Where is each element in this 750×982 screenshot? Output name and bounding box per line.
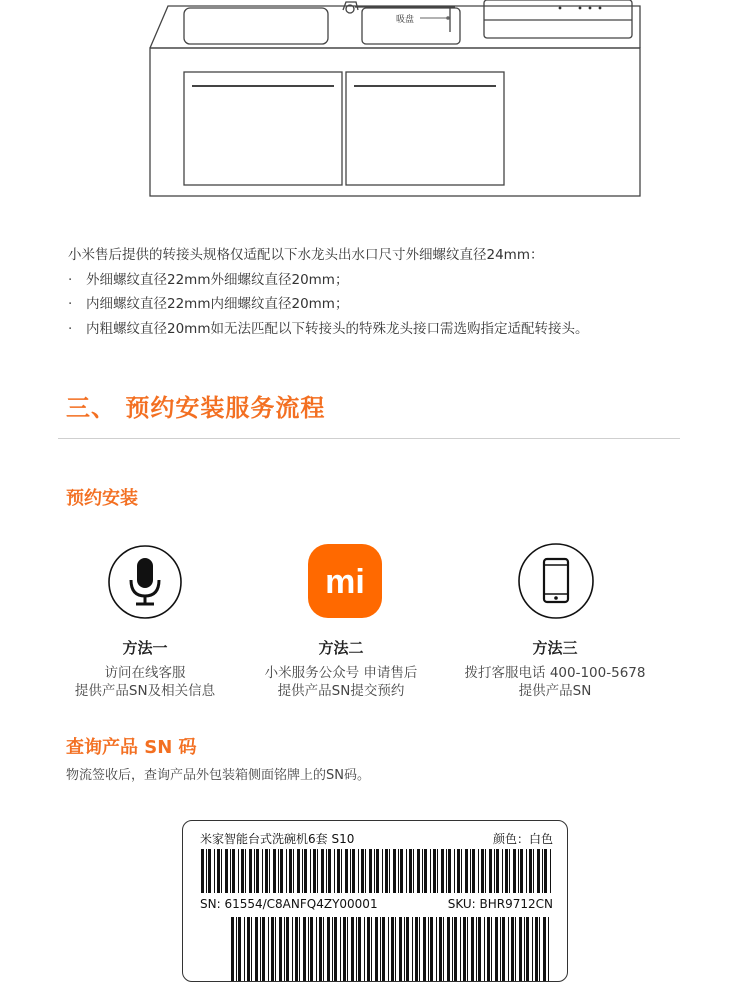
phone-icon — [517, 542, 595, 620]
barcode-bar — [201, 849, 204, 893]
barcode-bar — [236, 917, 237, 981]
barcode-bar — [539, 917, 540, 981]
barcode-bar — [467, 917, 468, 981]
barcode-bar — [358, 917, 361, 981]
mi-logo-icon — [308, 544, 382, 618]
label-sku: SKU: BHR9712CN — [447, 897, 553, 911]
kitchen-install-illustration — [0, 0, 750, 215]
barcode-bar — [404, 917, 405, 981]
method-name: 方法一 — [122, 639, 168, 657]
barcode-bar — [489, 849, 492, 893]
barcode-bar — [424, 849, 427, 893]
barcode-bar — [494, 849, 495, 893]
barcode-bar — [260, 917, 261, 981]
barcode-bar — [382, 849, 383, 893]
barcode-bar — [334, 917, 337, 981]
barcode-bar — [328, 849, 331, 893]
barcode-bar — [273, 849, 276, 893]
barcode-bar — [297, 849, 300, 893]
barcode-bar — [457, 849, 460, 893]
booking-title: 预约安装 — [66, 488, 138, 509]
suction-cup-label: 吸盘 — [396, 15, 415, 25]
barcode-bar — [391, 917, 394, 981]
barcode-bar — [268, 917, 269, 981]
barcode-bar — [374, 849, 375, 893]
barcode-bar — [460, 917, 461, 981]
barcode-bar — [321, 849, 324, 893]
barcode-bar — [367, 917, 370, 981]
barcode-bar — [231, 917, 234, 981]
barcode-bar — [238, 849, 239, 893]
barcode-bar — [415, 917, 418, 981]
section-divider — [58, 438, 680, 439]
barcode-bar — [502, 917, 505, 981]
barcode-bar — [256, 849, 259, 893]
barcode-bar — [225, 849, 228, 893]
notes-bullet: · 内粗螺纹直径20mm如无法匹配以下转接头的特殊龙头接口需选购指定适配转接头。 — [68, 317, 708, 342]
product-label — [182, 820, 568, 982]
barcode-bar — [544, 849, 547, 893]
barcode-bar — [302, 849, 303, 893]
barcode-bar — [443, 917, 444, 981]
barcode-bar — [249, 849, 252, 893]
barcode-bar — [304, 849, 307, 893]
barcode-bar — [452, 917, 453, 981]
method-desc: 小米服务公众号 申请售后 提供产品SN提交预约 — [264, 665, 418, 699]
notes-bullet: · 外细螺纹直径22mm外细螺纹直径20mm； — [68, 268, 708, 293]
barcode-bar — [550, 849, 551, 893]
barcode-bar — [308, 917, 309, 981]
barcode-bar — [350, 849, 351, 893]
barcode-bar — [476, 917, 477, 981]
barcode-bar — [247, 917, 250, 981]
barcode-bar — [439, 917, 442, 981]
bullet-dot: · — [68, 296, 73, 312]
barcode-bar — [254, 849, 255, 893]
barcode-bar — [221, 849, 222, 893]
barcode-bar — [286, 849, 287, 893]
barcode-bar — [478, 917, 481, 981]
barcode-bar — [332, 917, 333, 981]
barcode-bar — [337, 849, 340, 893]
barcode-bar — [295, 917, 298, 981]
barcode-bar — [286, 917, 289, 981]
barcode-bar — [423, 917, 426, 981]
label-product-name: 米家智能台式洗碗机6套 S10 — [200, 832, 355, 846]
barcode-bar — [511, 917, 514, 981]
barcode-bar — [358, 849, 359, 893]
barcode-bar — [419, 917, 420, 981]
barcode-bar — [361, 849, 364, 893]
barcode-bar — [356, 917, 357, 981]
barcode-bar — [393, 849, 396, 893]
barcode-bar — [369, 849, 372, 893]
barcode-bar — [382, 917, 385, 981]
barcode-bar — [496, 849, 499, 893]
barcode-bar — [380, 917, 381, 981]
method-name: 方法二 — [318, 639, 364, 657]
barcode-bar — [389, 849, 390, 893]
barcode-bar — [409, 849, 412, 893]
barcode-bar — [278, 849, 279, 893]
barcode-bar — [303, 917, 306, 981]
barcode-bar — [241, 849, 244, 893]
barcode-bar — [543, 917, 546, 981]
barcode-bar — [375, 917, 378, 981]
barcode-bar — [470, 849, 471, 893]
barcode-bar — [310, 849, 311, 893]
label-sn: SN: 61554/C8ANFQ4ZY00001 — [200, 897, 378, 911]
barcode-bar — [280, 849, 283, 893]
sn-lookup-desc: 物流签收后，查询产品外包装箱侧面铭牌上的SN码。 — [66, 768, 370, 783]
barcode-bar — [428, 917, 429, 981]
barcode-bar — [351, 917, 354, 981]
barcode-bar — [495, 917, 498, 981]
barcode-bar — [502, 849, 503, 893]
barcode-bar — [371, 917, 372, 981]
barcode-bar — [433, 849, 436, 893]
barcode-bar — [340, 917, 341, 981]
barcode-bar — [485, 849, 486, 893]
barcode-bar — [284, 917, 285, 981]
barcode-bar — [524, 917, 525, 981]
barcode-bar — [406, 917, 409, 981]
barcode-bar — [364, 917, 365, 981]
barcode-bar — [365, 849, 366, 893]
barcode-bar — [532, 917, 533, 981]
barcode-bar — [271, 917, 274, 981]
barcode-bar — [292, 917, 293, 981]
barcode-bar — [341, 849, 342, 893]
barcode-bar — [395, 917, 396, 981]
barcode-top — [201, 849, 551, 893]
barcode-bar — [454, 849, 455, 893]
barcode-bar — [345, 849, 348, 893]
barcode-bar — [413, 849, 414, 893]
barcode-bar — [481, 849, 484, 893]
barcode-bar — [463, 917, 466, 981]
barcode-bar — [484, 917, 485, 981]
barcode-bar — [310, 917, 313, 981]
barcode-bar — [275, 917, 276, 981]
barcode-bar — [441, 849, 444, 893]
barcode-bar — [352, 849, 355, 893]
barcode-bar — [398, 849, 399, 893]
barcode-bar — [244, 917, 245, 981]
barcode-bar — [265, 849, 268, 893]
barcode-bar — [217, 849, 220, 893]
bullet-dot: · — [68, 271, 73, 288]
adapter-notes — [68, 243, 708, 341]
barcode-bar — [232, 849, 235, 893]
barcode-bar — [313, 849, 316, 893]
sn-lookup-title: 查询产品 SN 码 — [66, 737, 197, 758]
barcode-bar — [446, 849, 447, 893]
barcode-bar — [448, 849, 451, 893]
barcode-bar — [269, 849, 270, 893]
barcode-bar — [262, 917, 265, 981]
barcode-bar — [465, 849, 468, 893]
barcode-bar — [471, 917, 474, 981]
notes-bullet: · 内细螺纹直径22mm内细螺纹直径20mm； — [68, 292, 708, 317]
barcode-bar — [505, 849, 508, 893]
method-desc: 访问在线客服 提供产品SN及相关信息 — [74, 665, 216, 699]
barcode-bar — [299, 917, 300, 981]
barcode-bar — [472, 849, 475, 893]
barcode-bar — [319, 917, 322, 981]
barcode-bar — [491, 917, 492, 981]
mi-logo-text: mi — [325, 563, 365, 601]
barcode-bar — [518, 849, 519, 893]
barcode-bar — [478, 849, 479, 893]
barcode-bar — [412, 917, 413, 981]
barcode-bar — [529, 849, 532, 893]
barcode-bar — [526, 849, 527, 893]
barcode-bar — [251, 917, 252, 981]
barcode-bar — [293, 849, 294, 893]
barcode-bar — [316, 917, 317, 981]
barcode-bar — [230, 849, 231, 893]
barcode-bar — [447, 917, 450, 981]
notes-intro: 小米售后提供的转接头规格仅适配以下水龙头出水口尺寸外细螺纹直径24mm： — [68, 247, 544, 263]
microphone-icon — [107, 544, 183, 620]
barcode-bar — [461, 849, 462, 893]
barcode-bar — [238, 917, 241, 981]
barcode-bar — [436, 917, 437, 981]
barcode-bar — [487, 917, 490, 981]
section-title: 三、 预约安装服务流程 — [66, 394, 326, 422]
barcode-bar — [526, 917, 529, 981]
barcode-bar — [206, 849, 207, 893]
barcode-bar — [422, 849, 423, 893]
label-color: 颜色：白色 — [492, 832, 553, 846]
barcode-bar — [323, 917, 324, 981]
barcode-bar — [262, 849, 263, 893]
barcode-bar — [347, 917, 348, 981]
barcode-bar — [317, 849, 318, 893]
barcode-bar — [542, 849, 543, 893]
barcode-bar — [509, 849, 510, 893]
barcode-bottom — [231, 917, 551, 981]
barcode-bar — [214, 849, 215, 893]
method-desc: 拨打客服电话 400-100-5678 提供产品SN — [464, 665, 646, 699]
barcode-bar — [289, 849, 292, 893]
barcode-bar — [430, 849, 431, 893]
barcode-bar — [400, 849, 403, 893]
barcode-bar — [515, 917, 516, 981]
barcode-bar — [513, 849, 516, 893]
barcode-bar — [343, 917, 346, 981]
barcode-bar — [406, 849, 407, 893]
barcode-bar — [385, 849, 388, 893]
barcode-bar — [208, 849, 211, 893]
bullet-dot: · — [68, 320, 73, 337]
barcode-bar — [279, 917, 282, 981]
barcode-bar — [533, 849, 534, 893]
barcode-bar — [520, 849, 523, 893]
barcode-bar — [537, 849, 540, 893]
barcode-bar — [548, 917, 549, 981]
barcode-bar — [327, 917, 330, 981]
method-official-account — [241, 637, 441, 700]
barcode-bar — [437, 849, 438, 893]
barcode-bar — [255, 917, 258, 981]
method-online-service — [45, 637, 245, 700]
barcode-bar — [500, 917, 501, 981]
barcode-bar — [388, 917, 389, 981]
barcode-bar — [376, 849, 379, 893]
method-name: 方法三 — [532, 639, 578, 657]
barcode-bar — [535, 917, 538, 981]
method-phone-service — [439, 637, 671, 700]
barcode-bar — [417, 849, 420, 893]
barcode-bar — [519, 917, 522, 981]
barcode-bar — [430, 917, 433, 981]
barcode-bar — [399, 917, 402, 981]
barcode-bar — [508, 917, 509, 981]
barcode-bar — [245, 849, 246, 893]
barcode-bar — [454, 917, 457, 981]
barcode-bar — [334, 849, 335, 893]
barcode-bar — [326, 849, 327, 893]
